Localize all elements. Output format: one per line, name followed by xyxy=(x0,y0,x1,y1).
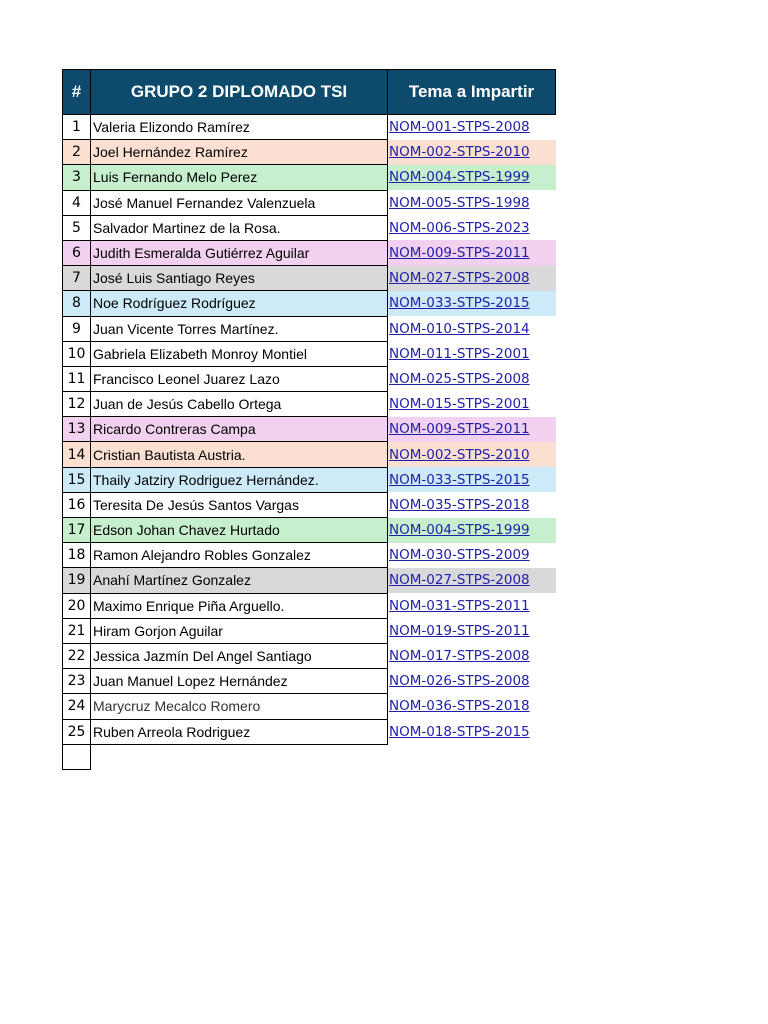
row-number[interactable]: 6 xyxy=(63,240,91,265)
table-row xyxy=(63,316,556,341)
table-row xyxy=(63,115,556,140)
topic-cell xyxy=(388,190,556,215)
header-topic[interactable]: Tema a Impartir xyxy=(388,70,556,115)
topic-link[interactable]: NOM-027-STPS-2008 xyxy=(389,270,530,287)
row-number[interactable]: 13 xyxy=(63,417,91,442)
topic-link[interactable]: NOM-031-STPS-2011 xyxy=(389,597,530,614)
participant-name[interactable]: Ruben Arreola Rodriguez xyxy=(91,719,388,744)
table-row xyxy=(63,719,556,744)
topic-link[interactable]: NOM-036-STPS-2018 xyxy=(389,698,530,715)
header-row xyxy=(63,70,556,115)
topic-cell xyxy=(388,518,556,543)
table-row xyxy=(63,392,556,417)
table-row xyxy=(63,442,556,467)
table-row xyxy=(63,643,556,668)
row-number[interactable]: 10 xyxy=(63,341,91,366)
row-number[interactable]: 17 xyxy=(63,518,91,543)
topic-link[interactable]: NOM-001-STPS-2008 xyxy=(389,119,530,136)
topic-cell xyxy=(388,165,556,190)
topic-cell xyxy=(388,240,556,265)
participant-name[interactable]: Ricardo Contreras Campa xyxy=(91,417,388,442)
row-number[interactable]: 2 xyxy=(63,140,91,165)
table-row xyxy=(63,593,556,618)
empty-row xyxy=(63,744,556,769)
participant-name[interactable]: Hiram Gorjon Aguilar xyxy=(91,618,388,643)
row-number[interactable]: 14 xyxy=(63,442,91,467)
row-number[interactable]: 1 xyxy=(63,115,91,140)
topic-cell xyxy=(388,669,556,694)
participant-name[interactable]: Edson Johan Chavez Hurtado xyxy=(91,518,388,543)
topic-cell xyxy=(388,215,556,240)
row-number[interactable]: 4 xyxy=(63,190,91,215)
topic-link[interactable]: NOM-025-STPS-2008 xyxy=(389,370,530,387)
topic-link[interactable]: NOM-030-STPS-2009 xyxy=(389,547,530,564)
row-number[interactable]: 23 xyxy=(63,669,91,694)
row-number[interactable]: 3 xyxy=(63,165,91,190)
table-row xyxy=(63,417,556,442)
row-number[interactable]: 24 xyxy=(63,694,91,719)
topic-link[interactable]: NOM-035-STPS-2018 xyxy=(389,496,530,513)
participant-name[interactable]: Ramon Alejandro Robles Gonzalez xyxy=(91,543,388,568)
topic-cell xyxy=(388,467,556,492)
topic-cell xyxy=(388,291,556,316)
participant-name[interactable]: Salvador Martinez de la Rosa. xyxy=(91,215,388,240)
row-number[interactable]: 12 xyxy=(63,392,91,417)
participant-name[interactable]: José Luis Santiago Reyes xyxy=(91,266,388,291)
table-row xyxy=(63,669,556,694)
topic-link[interactable]: NOM-010-STPS-2014 xyxy=(389,320,530,337)
row-number[interactable]: 21 xyxy=(63,618,91,643)
topic-cell xyxy=(388,115,556,140)
topic-link[interactable]: NOM-002-STPS-2010 xyxy=(389,144,530,161)
participant-name[interactable]: Teresita De Jesús Santos Vargas xyxy=(91,492,388,517)
topic-link[interactable]: NOM-018-STPS-2015 xyxy=(389,723,530,740)
topic-cell xyxy=(388,417,556,442)
table-row xyxy=(63,140,556,165)
topic-cell xyxy=(388,618,556,643)
participant-name[interactable]: Luis Fernando Melo Perez xyxy=(91,165,388,190)
topic-link[interactable]: NOM-015-STPS-2001 xyxy=(389,396,530,413)
row-number[interactable]: 25 xyxy=(63,719,91,744)
table-row xyxy=(63,618,556,643)
row-number[interactable]: 9 xyxy=(63,316,91,341)
topic-link[interactable]: NOM-011-STPS-2001 xyxy=(389,345,530,362)
topic-link[interactable]: NOM-004-STPS-1999 xyxy=(389,169,530,186)
topic-link[interactable]: NOM-019-STPS-2011 xyxy=(389,622,530,639)
topic-link[interactable]: NOM-033-STPS-2015 xyxy=(389,295,530,312)
topic-link[interactable]: NOM-005-STPS-1998 xyxy=(389,194,530,211)
topic-link[interactable]: NOM-002-STPS-2010 xyxy=(389,446,530,463)
topic-link[interactable]: NOM-027-STPS-2008 xyxy=(389,572,530,589)
participant-name[interactable]: Jessica Jazmín Del Angel Santiago xyxy=(91,643,388,668)
row-number[interactable]: 8 xyxy=(63,291,91,316)
table-row xyxy=(63,341,556,366)
topic-link[interactable]: NOM-026-STPS-2008 xyxy=(389,673,530,690)
row-number[interactable]: 20 xyxy=(63,593,91,618)
topic-cell xyxy=(388,366,556,391)
spreadsheet-sheet xyxy=(62,69,556,770)
header-number[interactable]: # xyxy=(63,70,91,115)
topic-cell xyxy=(388,140,556,165)
topic-cell xyxy=(388,719,556,744)
table-row xyxy=(63,467,556,492)
table-row xyxy=(63,543,556,568)
participant-name[interactable]: Francisco Leonel Juarez Lazo xyxy=(91,366,388,391)
topic-link[interactable]: NOM-009-STPS-2011 xyxy=(389,421,530,438)
row-number[interactable]: 15 xyxy=(63,467,91,492)
participant-name[interactable]: Judith Esmeralda Gutiérrez Aguilar xyxy=(91,240,388,265)
table-row xyxy=(63,568,556,593)
row-number[interactable]: 16 xyxy=(63,492,91,517)
topic-cell xyxy=(388,593,556,618)
row-number[interactable]: 19 xyxy=(63,568,91,593)
participant-name[interactable]: Joel Hernández Ramírez xyxy=(91,140,388,165)
topic-cell xyxy=(388,543,556,568)
table-row xyxy=(63,190,556,215)
topic-cell xyxy=(388,316,556,341)
topic-cell xyxy=(388,568,556,593)
table-row xyxy=(63,366,556,391)
empty-cell[interactable] xyxy=(63,744,91,769)
topic-link[interactable]: NOM-009-STPS-2011 xyxy=(389,245,530,262)
topic-link[interactable]: NOM-033-STPS-2015 xyxy=(389,471,530,488)
participant-name[interactable]: José Manuel Fernandez Valenzuela xyxy=(91,190,388,215)
row-number[interactable]: 18 xyxy=(63,543,91,568)
topic-cell xyxy=(388,694,556,719)
participant-name[interactable]: Anahí Martínez Gonzalez xyxy=(91,568,388,593)
participant-name[interactable]: Marycruz Mecalco Romero xyxy=(91,694,388,719)
row-number[interactable]: 7 xyxy=(63,266,91,291)
topic-link[interactable]: NOM-004-STPS-1999 xyxy=(389,522,530,539)
topic-cell xyxy=(388,643,556,668)
participant-name[interactable]: Juan Manuel Lopez Hernández xyxy=(91,669,388,694)
participant-name[interactable]: Juan de Jesús Cabello Ortega xyxy=(91,392,388,417)
participant-name[interactable]: Thaily Jatziry Rodriguez Hernández. xyxy=(91,467,388,492)
topic-cell xyxy=(388,341,556,366)
table-row xyxy=(63,291,556,316)
topic-cell xyxy=(388,266,556,291)
participant-name[interactable]: Juan Vicente Torres Martínez. xyxy=(91,316,388,341)
topic-cell xyxy=(388,492,556,517)
header-group[interactable]: GRUPO 2 DIPLOMADO TSI xyxy=(91,70,388,115)
row-number[interactable]: 5 xyxy=(63,215,91,240)
topic-cell xyxy=(388,442,556,467)
table-row xyxy=(63,694,556,719)
row-number[interactable]: 22 xyxy=(63,643,91,668)
table-row xyxy=(63,518,556,543)
participant-name[interactable]: Maximo Enrique Piña Arguello. xyxy=(91,593,388,618)
table-row xyxy=(63,266,556,291)
topic-link[interactable]: NOM-017-STPS-2008 xyxy=(389,648,530,665)
table-row xyxy=(63,165,556,190)
assignment-table xyxy=(62,69,556,770)
table-body xyxy=(63,115,556,745)
participant-name[interactable]: Valeria Elizondo Ramírez xyxy=(91,115,388,140)
table-row xyxy=(63,215,556,240)
participant-name[interactable]: Gabriela Elizabeth Monroy Montiel xyxy=(91,341,388,366)
participant-name[interactable]: Cristian Bautista Austria. xyxy=(91,442,388,467)
topic-link[interactable]: NOM-006-STPS-2023 xyxy=(389,219,530,236)
table-row xyxy=(63,240,556,265)
topic-cell xyxy=(388,392,556,417)
row-number[interactable]: 11 xyxy=(63,366,91,391)
participant-name[interactable]: Noe Rodríguez Rodríguez xyxy=(91,291,388,316)
table-row xyxy=(63,492,556,517)
